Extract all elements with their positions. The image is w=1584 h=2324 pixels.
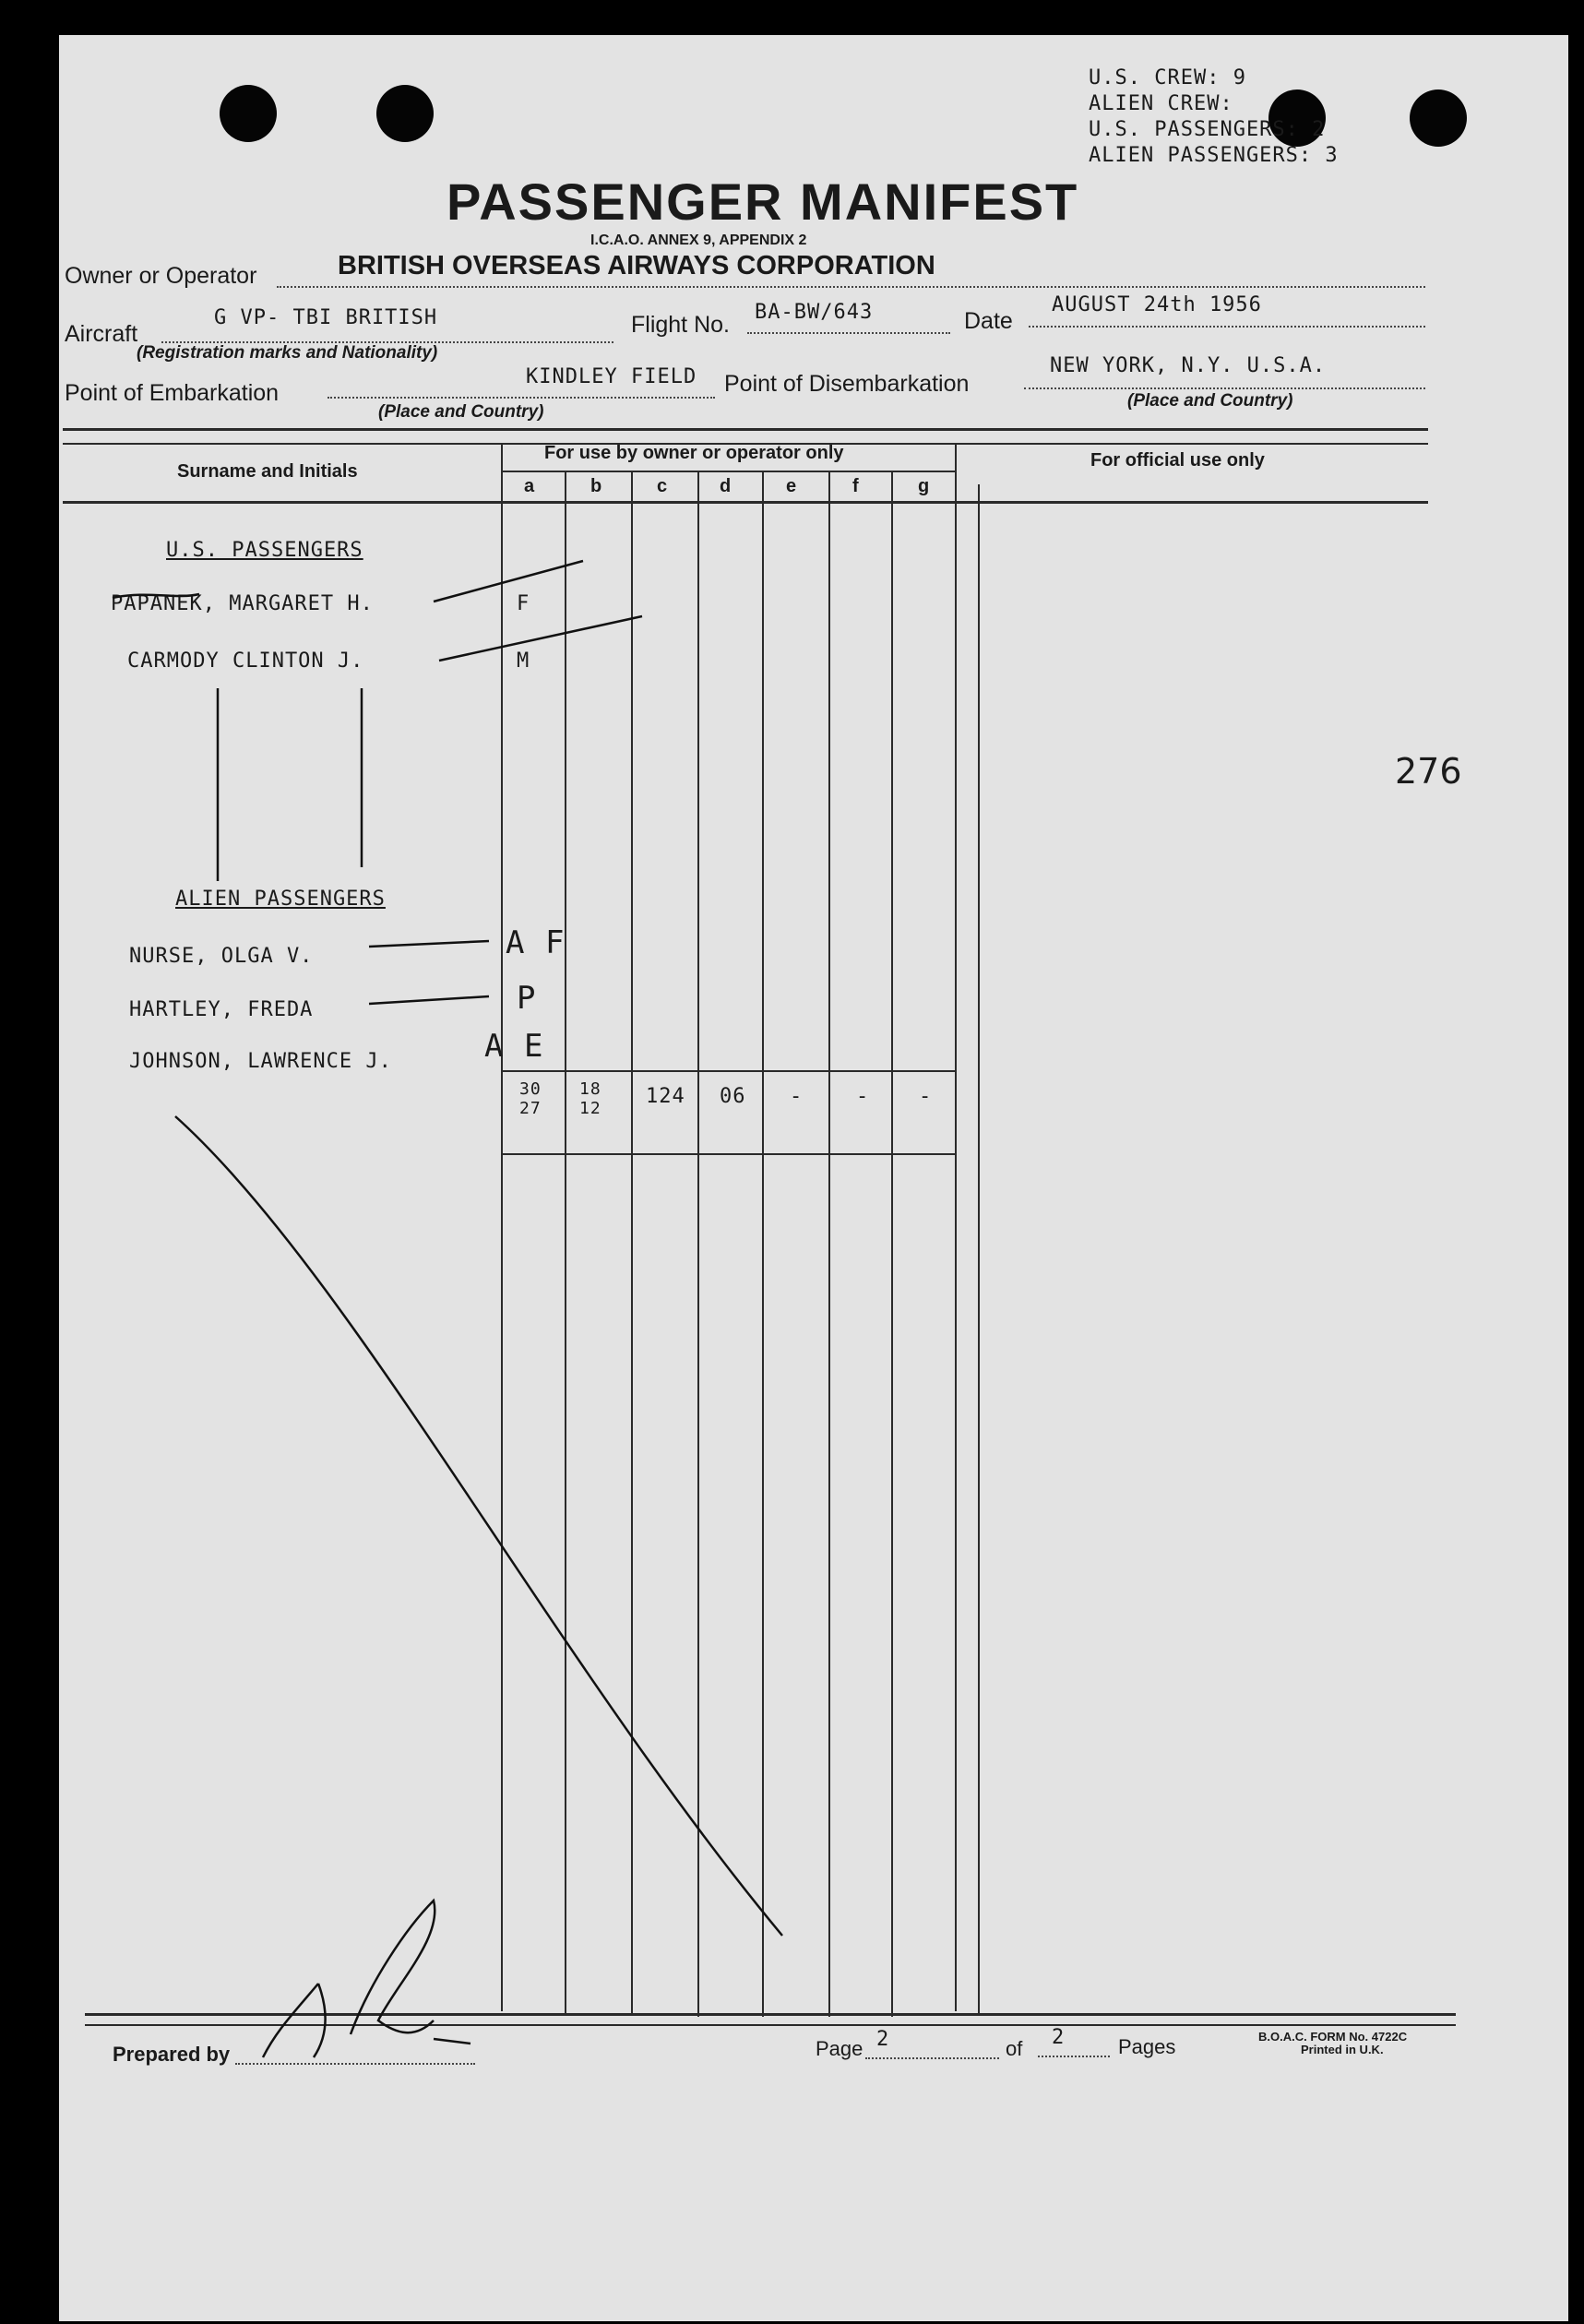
tick-line [439, 616, 642, 661]
passenger-name: PAPANEK, MARGARET H. [111, 592, 374, 615]
total-c: 124 [646, 1085, 685, 1108]
owner-label: Owner or Operator [65, 263, 257, 289]
stamp-alien-crew: ALIEN CREW: [1089, 92, 1233, 115]
place-note-left: (Place and Country) [378, 402, 544, 422]
passenger-name: JOHNSON, LAWRENCE J. [129, 1050, 392, 1073]
of-label: of [1006, 2037, 1023, 2060]
subcol-c: c [657, 476, 668, 496]
passenger-status: A F [506, 924, 566, 961]
passenger-name: CARMODY CLINTON J. [127, 650, 364, 673]
subcol-a: a [524, 476, 535, 496]
subcol-d: d [720, 476, 732, 496]
place-note-right: (Place and Country) [1127, 391, 1293, 411]
stamp-alien-passengers: ALIEN PASSENGERS: 3 [1089, 144, 1339, 167]
aircraft-value: G VP- TBI BRITISH [214, 306, 438, 329]
alien-section-label: ALIEN PASSENGERS [175, 888, 386, 911]
total-e: - [790, 1085, 804, 1108]
diagonal-cancel-line [175, 1116, 782, 1936]
passenger-status: P [517, 980, 537, 1017]
flight-label: Flight No. [631, 312, 730, 338]
subcol-b: b [590, 476, 602, 496]
total-d: 06 [720, 1085, 746, 1108]
signature [263, 1901, 470, 2057]
embarkation-value: KINDLEY FIELD [526, 365, 697, 388]
passenger-name: HARTLEY, FREDA [129, 998, 314, 1021]
flight-value: BA-BW/643 [755, 301, 874, 324]
tick-line [434, 561, 583, 602]
passenger-sex: F [517, 592, 530, 615]
total-b: 18 12 [579, 1079, 601, 1118]
disembarkation-value: NEW YORK, N.Y. U.S.A. [1050, 354, 1327, 377]
col-official-header: For official use only [1090, 450, 1265, 471]
subcol-e: e [786, 476, 797, 496]
page-title: PASSENGER MANIFEST [447, 173, 1079, 231]
total-a: 30 27 [519, 1079, 542, 1118]
prepared-by-label: Prepared by [113, 2043, 231, 2066]
owner-value: BRITISH OVERSEAS AIRWAYS CORPORATION [338, 251, 935, 280]
passenger-name: NURSE, OLGA V. [129, 945, 314, 968]
col-owner-header: For use by owner or operator only [544, 443, 844, 463]
embarkation-label: Point of Embarkation [65, 380, 280, 406]
disembarkation-label: Point of Disembarkation [724, 371, 970, 397]
passenger-sex: M [517, 650, 530, 673]
date-value: AUGUST 24th 1956 [1052, 293, 1262, 316]
cross-out-stroke [113, 594, 199, 598]
tick-line [369, 941, 489, 947]
subcol-g: g [918, 476, 930, 496]
tick-line [369, 996, 489, 1004]
page-label: Page [816, 2037, 863, 2060]
subcol-f: f [852, 476, 859, 496]
page-value: 2 [876, 2028, 890, 2051]
stamp-us-passengers: U.S. PASSENGERS: 2 [1089, 118, 1326, 141]
page-number: 276 [1395, 751, 1462, 792]
pages-label: Pages [1118, 2035, 1176, 2058]
total-g: - [919, 1085, 933, 1108]
date-label: Date [964, 308, 1013, 334]
aircraft-label: Aircraft [65, 321, 138, 347]
page-subtitle: I.C.A.O. ANNEX 9, APPENDIX 2 [590, 232, 807, 248]
printed-note: Printed in U.K. [1301, 2043, 1384, 2056]
us-section-label: U.S. PASSENGERS [166, 539, 363, 562]
total-f: - [856, 1085, 870, 1108]
registration-note: (Registration marks and Nationality) [137, 343, 438, 363]
col-surname-header: Surname and Initials [177, 461, 358, 482]
form-number: B.O.A.C. FORM No. 4722C [1258, 2030, 1408, 2044]
stamp-us-crew: U.S. CREW: 9 [1089, 66, 1246, 89]
of-value: 2 [1052, 2026, 1066, 2049]
passenger-status: A E [484, 1028, 544, 1065]
